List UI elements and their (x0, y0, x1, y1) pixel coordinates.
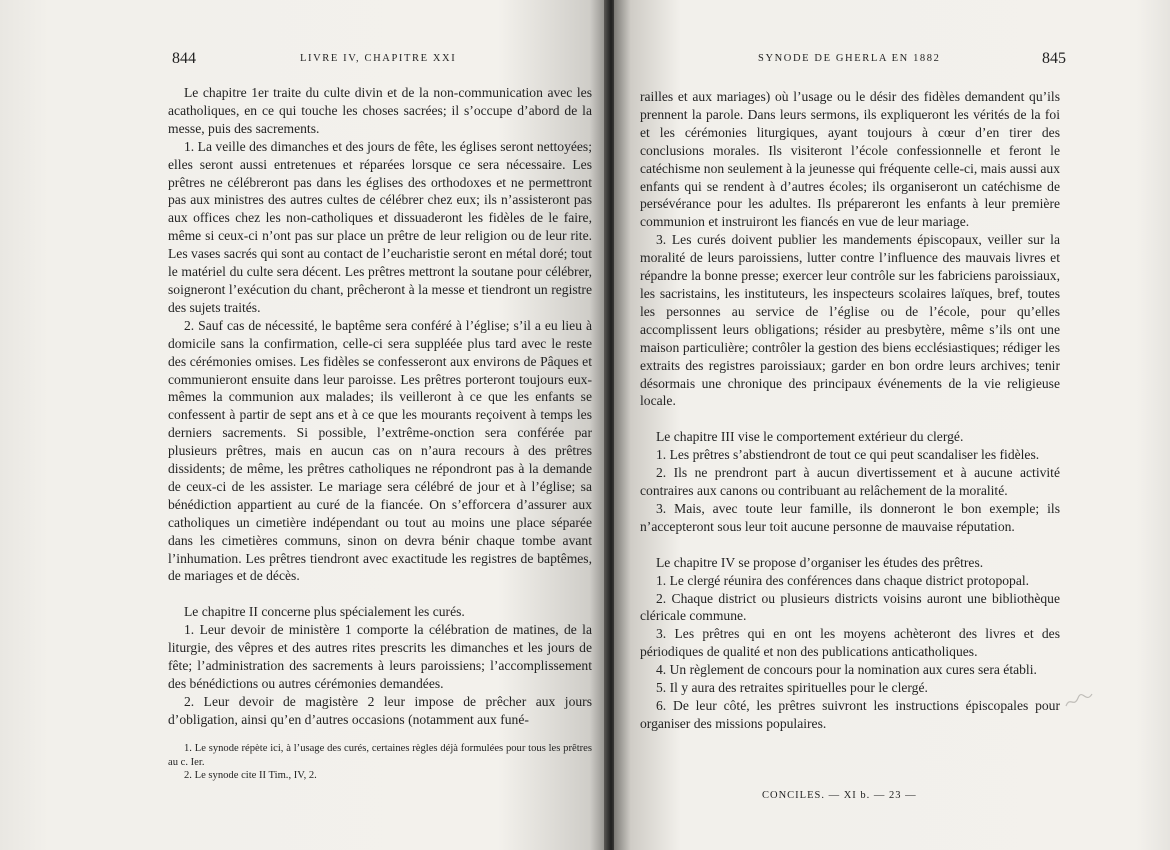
running-head: SYNODE DE GHERLA EN 1882 (758, 53, 941, 64)
signature-line: CONCILES. — XI b. — 23 — (762, 790, 917, 801)
paragraph: Le chapitre 1er traite du culte divin et de la non-communication avec les acatholiques, en ce qui touche les choses sacrées; il s’occupe d’abord de la messe, puis des sacrements. (168, 85, 592, 136)
paragraph: 2. Chaque district ou plusieurs districts voisins auront une bibliothèque cléricale commune. (640, 590, 1060, 624)
body-text (168, 84, 592, 729)
paragraph: 1. La veille des dimanches et des jours de fête, les églises seront nettoyées; elles seront aussi entretenues et réparées lorsque ce sera nécessaire. Les prêtres ne célébreront pas dans les églises des orthodoxes et ne permettront pas aux ministres des autres cultes de célébrer chez eux; ils n’assisteront pas aux offices chez les non-catholiques et dissuaderont les fidèles de le faire, même si ceux-ci n’ont pas sur place un prêtre de leur religion ou de leur rite. Les vases sacrés qui sont au contact de l’eucharistie seront en métal doré; tout le matériel du culte sera décent. Les prêtres mettront la soutane pour célébrer, soigneront l’exécution du chant, prêcheront à la messe et tiendront un registre des sujets traités. (168, 138, 592, 315)
paragraph: 2. Leur devoir de magistère 2 leur impose de prêcher aux jours d’obligation, ainsi qu’en d’autres occasions (notamment aux funé- (168, 693, 592, 727)
paragraph: 5. Il y aura des retraites spirituelles pour le clergé. (656, 680, 928, 696)
paragraph: 2. Sauf cas de nécessité, le baptême sera conféré à l’église; s’il a eu lieu à domicile sans la confirmation, celle-ci sera suppléée plus tard avec le reste des cérémonies omises. Les fidèles se confesseront aux environs de Pâques et communieront ensuite dans leur paroisse. Les prêtres porteront toujours eux-mêmes la communion aux malades; ils veilleront à ce que les enfants se confessent à partir de sept ans et à ce que les mourants reçoivent à temps les derniers sacrements. Si possible, l’extrême-onction sera conférée par plusieurs prêtres, mais en aucun cas on n’aura recours à des prêtres dissidents; de même, les prêtres catholiques ne répondront pas à la demande de ceux-ci de les assister. Le mariage sera célébré de jour et à l’église; sa bénédiction appartient au curé de la fiancée. On s’efforcera d’assurer aux catholiques un cimetière indépendant ou tout au moins une place séparée dans les cimetières communs, sinon on devra bénir chaque tombe avant l’inhumation. Les prêtres tiendront avec exactitude les registres de baptêmes, de mariages et de décès. (168, 317, 592, 584)
page-number: 844 (172, 50, 196, 67)
footnote: 1. Le synode répète ici, à l’usage des curés, certaines règles déjà formulées pour tous les prêtres au c. Ier. (168, 743, 592, 768)
page-number: 845 (1042, 50, 1066, 67)
paragraph: 6. De leur côté, les prêtres suivront les instructions épiscopales pour organiser des missions populaires. (640, 698, 1060, 731)
paragraph: Le chapitre III vise le comportement extérieur du clergé. (656, 429, 964, 445)
paragraph: 2. Ils ne prendront part à aucun divertissement et à aucune activité contraires aux canons ou contribuant au relâchement de la moralité. (640, 465, 1060, 499)
paragraph: 1. Les prêtres s’abstiendront de tout ce qui peut scandaliser les fidèles. (656, 447, 1040, 463)
paragraph: Le chapitre IV se propose d’organiser les études des prêtres. (656, 554, 984, 570)
pencil-mark (1062, 688, 1098, 714)
right-page (614, 0, 1170, 850)
running-head: LIVRE IV, CHAPITRE XXI (300, 53, 457, 64)
paragraph: 1. Le clergé réunira des conférences dans chaque district protopopal. (656, 572, 1030, 588)
body-text (640, 88, 1060, 733)
paragraph: Le chapitre II concerne plus spécialement les curés. (184, 604, 465, 620)
paragraph: 3. Mais, avec toute leur famille, ils donneront le bon exemple; ils n’accepteront sous leur toit aucune personne de mauvaise réputation. (640, 500, 1060, 534)
paragraph: 4. Un règlement de concours pour la nomination aux cures sera établi. (656, 662, 1037, 678)
footnote: 2. Le synode cite II Tim., IV, 2. (184, 770, 317, 781)
paragraph: 1. Leur devoir de ministère 1 comporte la célébration de matines, de la liturgie, des vêpres et des autres rites prescrits les dimanches et les jours de fête; l’administration des sacrements à leurs paroissiens; l’accomplissement des bénédictions ou autres cérémonies demandées. (168, 622, 592, 691)
paragraph: 3. Les prêtres qui en ont les moyens achèteront des livres et des périodiques de qualité et non des publications anticatholiques. (640, 626, 1060, 660)
footnotes (168, 742, 592, 783)
paragraph: railles et aux mariages) où l’usage ou le désir des fidèles demandent qu’ils prennent la parole. Dans leurs sermons, ils expliqueront les vérités de la foi et les cérémonies liturgiques, ayant toujours à cœur d’en tirer des conclusions morales. Ils visiteront l’école confessionnelle et feront le catéchisme non seulement à la jeunesse qui fréquente celle-ci, mais aussi aux enfants qui se rendent à d’autres écoles; ils organiseront un catéchisme de persévérance pour les adultes. Ils prépareront les enfants à leur première communion et instruiront les fiancés en vue de leur mariage. (640, 89, 1060, 230)
paragraph: 3. Les curés doivent publier les mandements épiscopaux, veiller sur la moralité de leurs paroissiens, lutter contre l’influence des mauvais livres et répandre la bonne presse; exercer leur contrôle sur les fabriciens paroissiaux, les sacristains, les instituteurs, les inspecteurs scolaires laïques, bref, toutes les personnes au service de l’église ou de l’école, pour qu’elles accomplissent leurs obligations; résider au presbytère, même s’ils ont une maison particulière; contrôler la gestion des biens ecclésiastiques; rédiger les extraits des registres paroissiaux; garder en bon ordre leurs archives; tenir désormais une chronique des principaux événements de la vie religieuse locale. (640, 232, 1060, 409)
